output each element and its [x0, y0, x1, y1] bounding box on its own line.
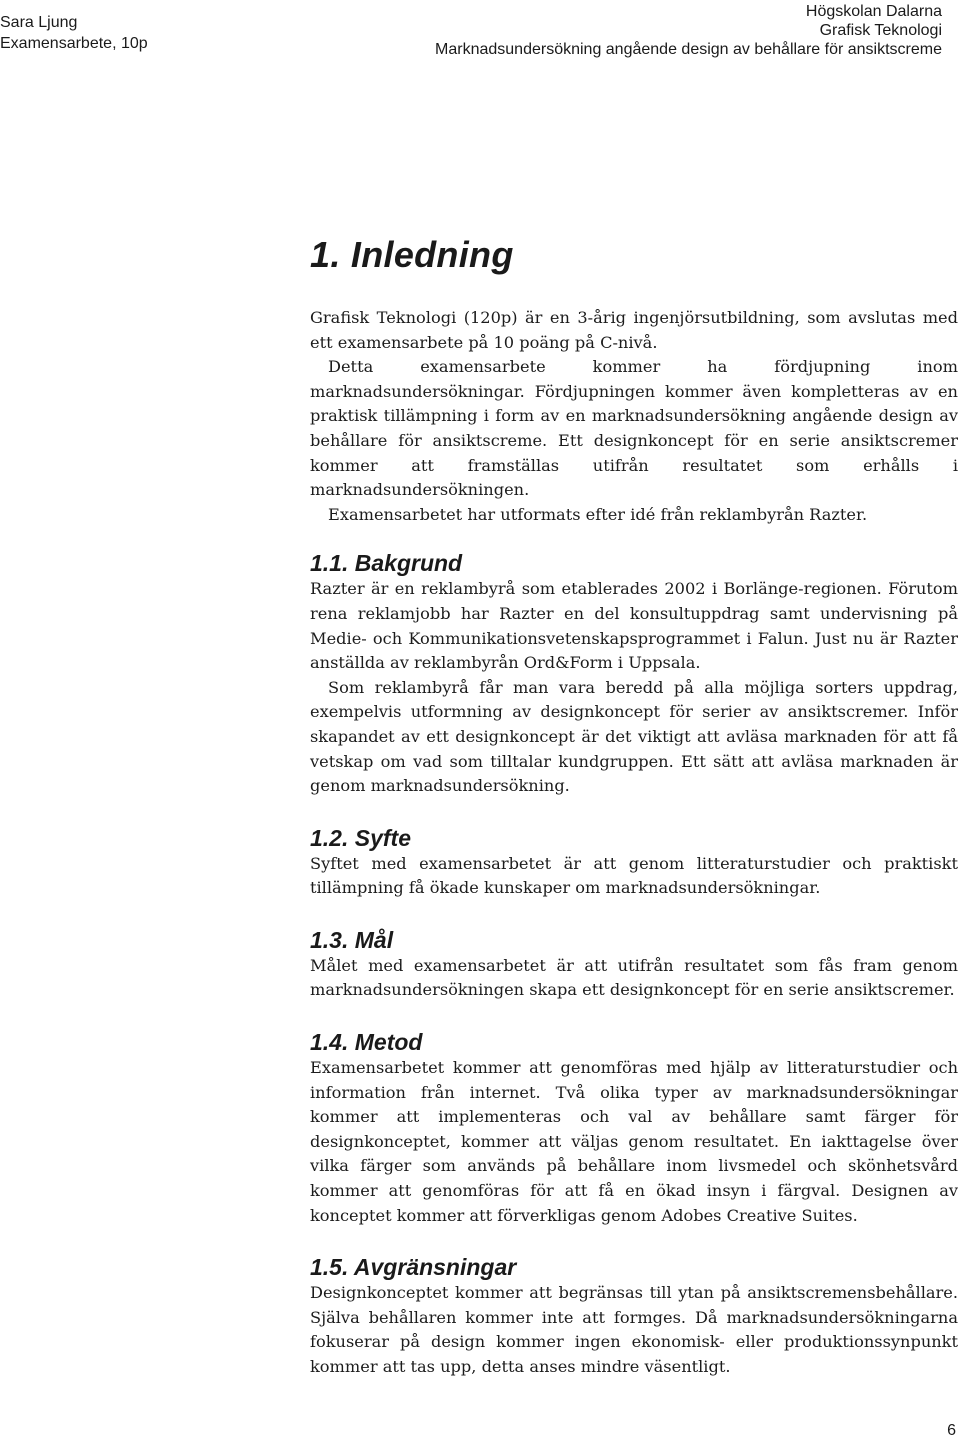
section-title: 1.5. Avgränsningar	[310, 1254, 517, 1281]
header-left	[0, 12, 148, 54]
page-content	[310, 228, 958, 1380]
chapter-paragraph: Grafisk Teknologi (120p) är en 3-årig ingenjörsutbildning, som avslutas med ett examensarbete på 10 poäng på C-nivå.	[310, 308, 958, 352]
section-title: 1.1. Bakgrund	[310, 550, 463, 577]
section-paragraph: Som reklambyrå får man vara beredd på alla möjliga sorters uppdrag, exempelvis utformning av designkoncept för serier av ansiktscremer. Inför skapandet av ett designkoncept är det viktigt att avläsa marknaden för att få vetskap om vad som tilltalar kundgruppen. Ett sätt att avläsa marknaden är genom marknadsundersökning.	[310, 677, 958, 796]
section-paragraph: Designkonceptet kommer att begränsas till ytan på ansiktscremensbehållare. Själva behållaren kommer inte att formges. Då marknadsundersökningarna fokuserar på design kommer ingen ekonomisk- eller produktionssynpunkt kommer att tas upp, detta anses mindre väsentligt.	[310, 1283, 958, 1376]
school-name: Högskolan Dalarna	[805, 3, 942, 20]
header-right	[435, 2, 942, 59]
section-avgransningar	[310, 1253, 958, 1379]
author-name: Sara Ljung	[0, 14, 78, 31]
section-title: 1.2. Syfte	[310, 824, 411, 851]
section-title: 1.4. Metod	[310, 1029, 423, 1056]
section-paragraph: Examensarbetet kommer att genomföras med hjälp av litteraturstudier och information från internet. Två olika typer av marknadsundersökningar kommer att implementeras och val av behållare samt färger för designkonceptet, kommer att väljas genom resultatet. En iakttagelse över vilka färger som används på behållare inom livsmedel och skönhetsvård kommer att genomföras för att få en ökad insyn i färgval. Designen av konceptet kommer att förverkligas genom Adobes Creative Suites.	[310, 1058, 958, 1225]
thesis-title: Marknadsundersökning angående design av behållare för ansiktscreme	[435, 41, 942, 58]
chapter-paragraph: Detta examensarbete kommer ha fördjupning inom marknadsundersökningar. Fördjupningen kommer även kompletteras av en praktisk tillämpning i form av en marknadsundersökning angående design av behållare för ansiktscreme. Ett designkoncept för en serie ansiktscremer kommer att framställas utifrån resultatet som erhålls i marknadsundersökningen.	[310, 357, 958, 500]
section-paragraph: Målet med examensarbetet är att utifrån resultatet som fås fram genom marknadsundersökningen skapa ett designkoncept för en serie ansiktscremer.	[310, 955, 958, 1000]
section-metod	[310, 1028, 958, 1228]
section-paragraph: Razter är en reklambyrå som etablerades 2002 i Borlänge-regionen. Förutom rena reklamjobb har Razter en del konsultuppdrag samt undervisning på Medie- och Kommunikationsvetenskapsprogrammet i Falun. Just nu är Razter anställda av reklambyrån Ord&Form i Uppsala.	[310, 579, 958, 673]
page-number: 6	[947, 1422, 956, 1439]
program-name: Grafisk Teknologi	[819, 22, 942, 39]
section-paragraph: Syftet med examensarbetet är att genom litteraturstudier och praktiskt tillämpning få ökade kunskaper om marknadsundersökningar.	[310, 853, 958, 898]
section-mal	[310, 926, 958, 1003]
section-title: 1.3. Mål	[310, 926, 394, 953]
chapter-title: 1. Inledning	[310, 234, 514, 275]
course-name: Examensarbete, 10p	[0, 35, 148, 52]
section-bakgrund	[310, 549, 958, 798]
section-syfte	[310, 824, 958, 901]
chapter-paragraph: Examensarbetet har utformats efter idé från reklambyrån Razter.	[328, 504, 868, 524]
